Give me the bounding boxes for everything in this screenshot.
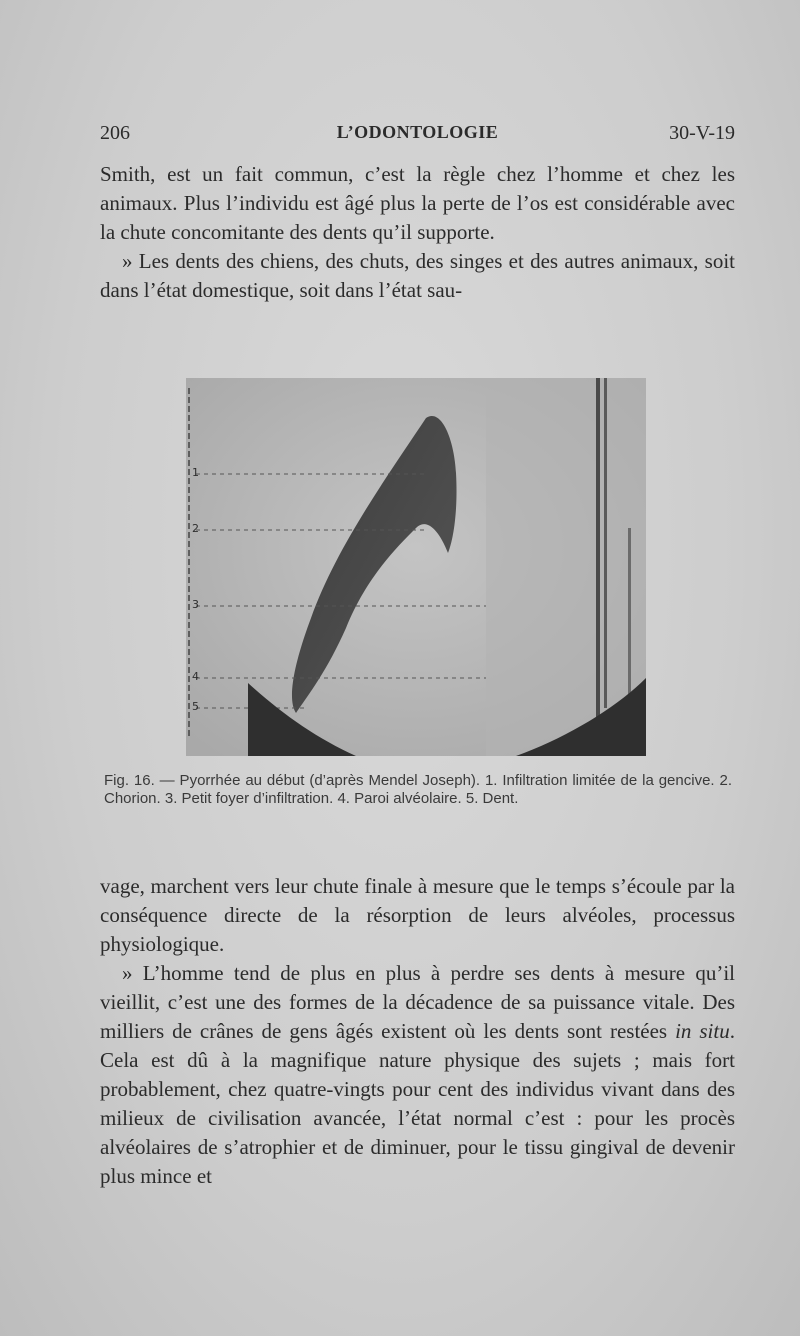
body-text-bottom	[100, 872, 735, 1191]
body-text-top	[100, 160, 735, 305]
paragraph: Smith, est un fait commun, c’est la règle chez l’homme et chez les animaux. Plus l’individu est âgé plus la perte de l’os est considérable avec la chute concomitante des dents qu’il supporte.	[100, 162, 735, 244]
figure-caption: Fig. 16. — Pyorrhée au début (d’après Mendel Joseph). 1. Infiltration limitée de la gencive. 2. Chorion. 3. Petit foyer d’infiltration. 4. Paroi alvéolaire. 5. Dent.	[104, 772, 732, 807]
italic-term: in situ	[675, 1019, 730, 1043]
figure-label-4: 4	[192, 670, 199, 683]
page-number: 206	[100, 122, 130, 144]
alveolar-wall-line	[628, 528, 631, 698]
figure-label-1: 1	[192, 466, 199, 479]
alveolar-wall-line	[604, 378, 607, 708]
running-head	[100, 122, 735, 152]
paragraph	[100, 959, 735, 1191]
paragraph: vage, marchent vers leur chute finale à mesure que le temps s’écoule par la conséquence directe de la résorption de leurs alvéoles, processus physiologique.	[100, 874, 735, 956]
figure-label-5: 5	[192, 700, 199, 713]
figure-label-2: 2	[192, 522, 199, 535]
figure-micrograph	[186, 378, 646, 756]
paragraph-text: . Cela est dû à la magnifique nature physique des sujets ; mais fort probablement, chez quatre-vingts pour cent des individus vivant dans des milieux de civilisation avancée, l’état normal c’est : pour les procès alvéolaires de s’atrophier et de diminuer, pour le tissu gingival de devenir plus mince et	[100, 1019, 735, 1188]
issue-date: 30-V-19	[669, 122, 735, 144]
journal-title: L’ODONTOLOGIE	[336, 122, 499, 142]
paragraph-text: » L’homme tend de plus en plus à perdre ses dents à mesure qu’il vieillit, c’est une des formes de la décadence de sa puissance vitale. Des milliers de crânes de gens âgés existent où les dents sont restées	[100, 961, 735, 1043]
figure-label-3: 3	[192, 598, 199, 611]
paragraph: » Les dents des chiens, des chuts, des singes et des autres animaux, soit dans l’état domestique, soit dans l’état sau-	[100, 249, 735, 302]
alveolar-wall-line	[596, 378, 600, 718]
